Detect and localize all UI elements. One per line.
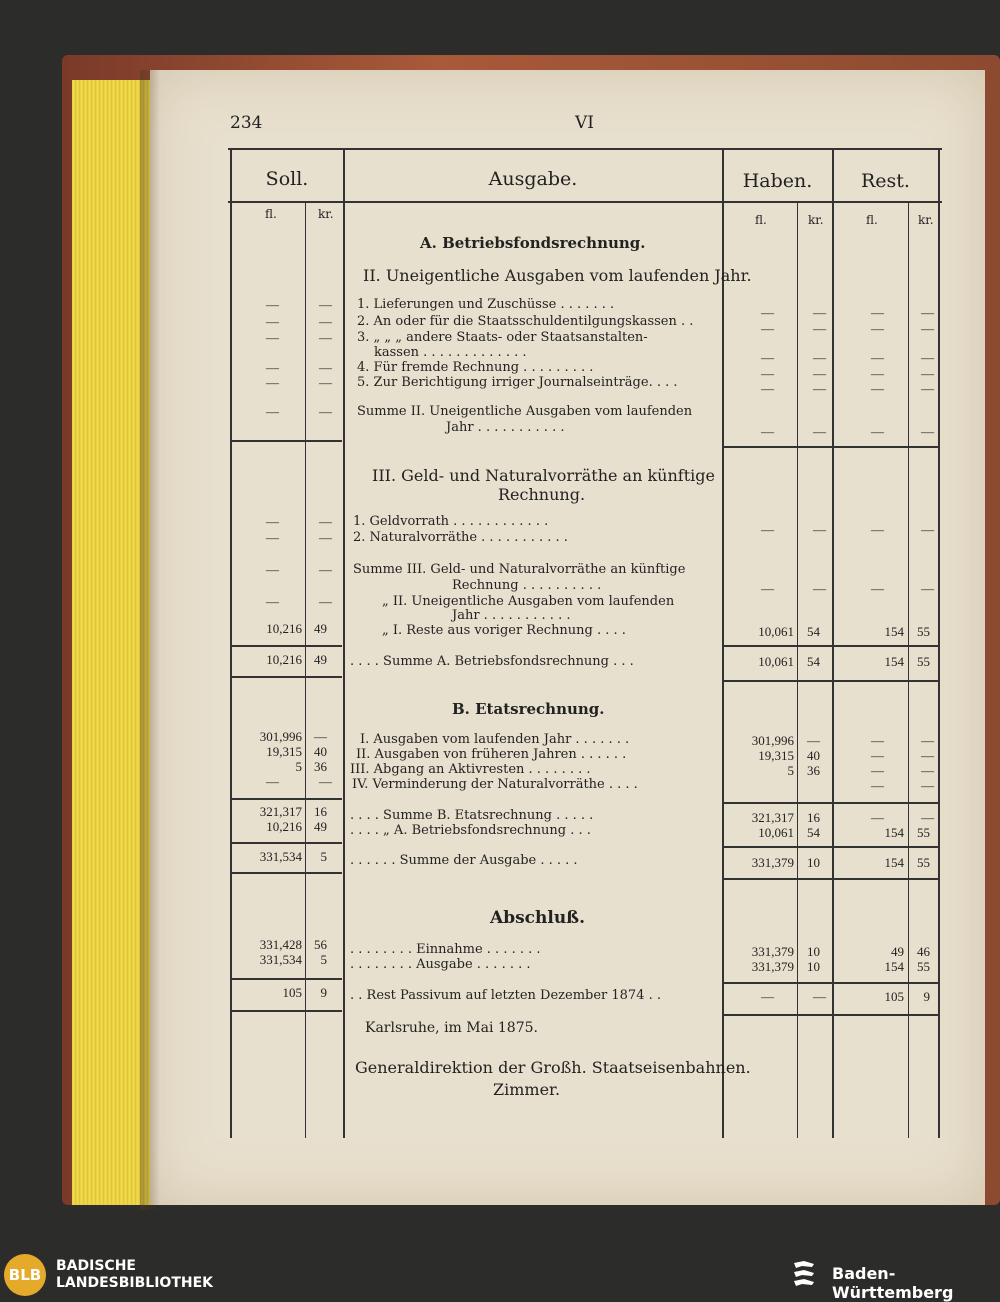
haben-kr-dash: — (813, 350, 826, 365)
rest-kr-dash: — (921, 810, 934, 825)
haben-kr-dash: — (813, 424, 826, 439)
haben-fl-value: 10,061 (758, 654, 794, 669)
signature-name: Zimmer. (493, 1080, 561, 1099)
haben-kr-dash: — (813, 989, 826, 1004)
abschluss-title: Abschluß. (490, 908, 586, 928)
unit-kr: kr. (808, 213, 824, 227)
rest-fl-dash: — (871, 778, 884, 793)
unit-fl: fl. (755, 213, 767, 227)
rest-kr-value: 55 (917, 959, 930, 974)
haben-fl-value: 5 (787, 763, 794, 778)
unit-fl: fl. (866, 213, 878, 227)
soll-fl-value: 331,428 (259, 937, 302, 952)
row-rule (722, 982, 938, 984)
row-rule (230, 978, 342, 980)
rest-kr-dash: — (921, 424, 934, 439)
header-soll: Soll. (265, 168, 309, 190)
rest-kr-dash: — (921, 321, 934, 336)
haben-kr-value: 10 (807, 944, 820, 959)
soll-fl-value: 331,534 (259, 849, 302, 864)
rest-fl-value: 154 (884, 959, 904, 974)
haben-fl-dash: — (761, 522, 774, 537)
rest-kr-dash: — (921, 522, 934, 537)
row-rule (230, 645, 342, 647)
sum-line: . . . . „ A. Betriebsfondsrechnung . . . (350, 823, 591, 838)
rest-kr-dash: — (921, 733, 934, 748)
haben-fl-dash: — (761, 321, 774, 336)
soll-kr-value: 49 (314, 819, 327, 834)
row-rule (722, 645, 938, 647)
rest-fl-dash: — (871, 522, 884, 537)
total-line: . . . . Summe A. Betriebsfondsrechnung . . . (350, 654, 634, 669)
header-haben: Haben. (742, 170, 813, 192)
soll-kr-value: 36 (314, 759, 327, 774)
section-a-title: A. Betriebsfondsrechnung. (420, 234, 646, 252)
soll-kr-dash: — (319, 360, 332, 375)
soll-fl-dash: — (266, 297, 279, 312)
soll-fl-value: 10,216 (266, 819, 302, 834)
rest-fl-value: 49 (891, 944, 904, 959)
table-top-rule (228, 148, 942, 150)
unit-kr: kr. (918, 213, 934, 227)
rest-fl-dash: — (871, 763, 884, 778)
haben-kr-value: 36 (807, 763, 820, 778)
soll-fl-value: 105 (282, 985, 302, 1000)
line-item: 1. Geldvorrath . . . . . . . . . . . . (353, 514, 549, 529)
soll-kr-dash: — (319, 562, 332, 577)
sum-line: Rechnung . . . . . . . . . . (452, 578, 602, 593)
haben-kr-value: 10 (807, 959, 820, 974)
rest-kr-value: 46 (917, 944, 930, 959)
soll-kr-dash: — (319, 404, 332, 419)
total-line: . . . . . . Summe der Ausgabe . . . . . (350, 853, 578, 868)
haben-kr-dash: — (807, 733, 820, 748)
soll-kr-dash: — (319, 774, 332, 789)
haben-fl-value: 10,061 (758, 825, 794, 840)
soll-fl-dash: — (266, 360, 279, 375)
rest-fl-value: 154 (884, 855, 904, 870)
rest-fl-value: 105 (884, 989, 904, 1004)
row-rule (230, 872, 342, 874)
soll-fl-value: 5 (295, 759, 302, 774)
sum-line: . . . . Summe B. Etatsrechnung . . . . . (350, 808, 594, 823)
soll-kr-value: 49 (314, 652, 327, 667)
soll-fl-value: 301,996 (259, 729, 302, 744)
part-iii-title: Rechnung. (498, 485, 586, 504)
soll-fl-dash: — (266, 514, 279, 529)
rest-fl-value: 154 (884, 654, 904, 669)
einnahme-line: . . . . . . . . Einnahme . . . . . . . (350, 942, 541, 957)
haben-fl-dash: — (761, 989, 774, 1004)
haben-fl-dash: — (761, 581, 774, 596)
haben-fl-value: 321,317 (751, 810, 794, 825)
haben-fl-value: 331,379 (751, 959, 794, 974)
row-rule (230, 440, 342, 442)
sum-line: Summe III. Geld- und Naturalvorräthe an künftige (353, 562, 686, 577)
haben-fl-value: 331,379 (751, 944, 794, 959)
soll-fl-value: 321,317 (259, 804, 302, 819)
line-item: III. Abgang an Aktivresten . . . . . . . . (350, 762, 591, 777)
col-line (938, 148, 940, 1138)
rest-kr-value: 55 (917, 624, 930, 639)
soll-kr-value: 16 (314, 804, 327, 819)
rest-fl-value: 154 (884, 825, 904, 840)
haben-kr-dash: — (813, 305, 826, 320)
rest-fl-dash: — (871, 581, 884, 596)
part-ii-title: II. Uneigentliche Ausgaben vom laufenden Jahr. (363, 266, 752, 285)
rest-fl-dash: — (871, 748, 884, 763)
soll-fl-value: 10,216 (266, 621, 302, 636)
haben-kr-dash: — (813, 381, 826, 396)
line-item: 1. Lieferungen und Zuschüsse . . . . . . . (357, 297, 615, 312)
haben-fl-dash: — (761, 366, 774, 381)
soll-kr-value: 9 (320, 985, 327, 1000)
rest-fl-dash: — (871, 350, 884, 365)
haben-kr-value: 54 (807, 624, 820, 639)
soll-fl-dash: — (266, 314, 279, 329)
row-rule (722, 802, 938, 804)
row-rule (722, 446, 938, 448)
ausgabe-line: . . . . . . . . Ausgabe . . . . . . . (350, 957, 531, 972)
col-line-kr (908, 203, 909, 1138)
gutter-shadow (140, 70, 160, 1210)
blb-name[interactable] (56, 1258, 213, 1292)
part-iii-title: III. Geld- und Naturalvorräthe an künftige (372, 466, 715, 485)
soll-kr-dash: — (319, 297, 332, 312)
haben-kr-value: 54 (807, 654, 820, 669)
haben-fl-dash: — (761, 424, 774, 439)
rest-kr-dash: — (921, 748, 934, 763)
rest-fl-dash: — (871, 810, 884, 825)
page-header: VI (575, 113, 594, 133)
line-item: 4. Für fremde Rechnung . . . . . . . . . (357, 360, 594, 375)
haben-kr-dash: — (813, 581, 826, 596)
haben-fl-value: 301,996 (751, 733, 794, 748)
rest-fl-dash: — (871, 424, 884, 439)
row-rule (230, 798, 342, 800)
rest-passivum-line: . . Rest Passivum auf letzten Dezember 1874 . . (350, 988, 662, 1003)
row-rule (230, 676, 342, 678)
blb-name-line1: BADISCHE (56, 1258, 136, 1274)
col-line (722, 148, 724, 1138)
line-item: kassen . . . . . . . . . . . . . (374, 345, 527, 360)
col-line-kr (797, 203, 798, 1138)
rest-kr-dash: — (921, 581, 934, 596)
rest-kr-value: 9 (923, 989, 930, 1004)
header-rest: Rest. (861, 170, 910, 192)
soll-fl-value: 19,315 (266, 744, 302, 759)
rest-kr-dash: — (921, 778, 934, 793)
soll-kr-dash: — (319, 514, 332, 529)
rest-fl-dash: — (871, 733, 884, 748)
line-item: I. Ausgaben vom laufenden Jahr . . . . . . . (360, 732, 630, 747)
row-rule (230, 842, 342, 844)
row-rule (230, 1010, 342, 1012)
haben-fl-value: 331,379 (751, 855, 794, 870)
line-item: 2. An oder für die Staatsschuldentilgungskassen . . (357, 314, 694, 329)
sum-line: „ I. Reste aus voriger Rechnung . . . . (382, 623, 626, 638)
haben-kr-dash: — (813, 522, 826, 537)
rest-kr-dash: — (921, 763, 934, 778)
soll-fl-dash: — (266, 404, 279, 419)
soll-fl-dash: — (266, 774, 279, 789)
rest-fl-value: 154 (884, 624, 904, 639)
col-line-kr (305, 203, 306, 1138)
soll-kr-value: 5 (320, 952, 327, 967)
line-item: IV. Verminderung der Naturalvorräthe . . . . (352, 777, 638, 792)
soll-kr-dash: — (319, 330, 332, 345)
row-rule (722, 680, 938, 682)
soll-kr-dash: — (319, 530, 332, 545)
line-item: 3. „ „ „ andere Staats- oder Staatsanstalten- (357, 330, 648, 345)
blb-name-line2: LANDESBIBLIOTHEK (56, 1275, 214, 1291)
rest-kr-value: 55 (917, 654, 930, 669)
haben-kr-value: 10 (807, 855, 820, 870)
soll-kr-dash: — (319, 594, 332, 609)
sum-line: „ II. Uneigentliche Ausgaben vom laufenden (382, 594, 675, 609)
rest-kr-value: 55 (917, 825, 930, 840)
soll-fl-dash: — (266, 562, 279, 577)
section-b-title: B. Etatsrechnung. (452, 700, 605, 718)
soll-fl-value: 331,534 (259, 952, 302, 967)
soll-kr-value: 56 (314, 937, 327, 952)
haben-kr-value: 54 (807, 825, 820, 840)
unit-kr: kr. (318, 207, 334, 221)
soll-kr-value: 40 (314, 744, 327, 759)
row-rule (722, 1014, 938, 1016)
rest-kr-value: 55 (917, 855, 930, 870)
sum-line: Jahr . . . . . . . . . . . (446, 420, 565, 435)
row-rule (722, 878, 938, 880)
header-ausgabe: Ausgabe. (488, 168, 578, 190)
signature-org: Generaldirektion der Großh. Staatseisenbahnen. (355, 1058, 751, 1077)
rest-kr-dash: — (921, 305, 934, 320)
soll-fl-dash: — (266, 375, 279, 390)
sum-line: Summe II. Uneigentliche Ausgaben vom laufenden (357, 404, 693, 419)
soll-kr-dash: — (319, 314, 332, 329)
soll-fl-value: 10,216 (266, 652, 302, 667)
haben-kr-dash: — (813, 366, 826, 381)
rest-fl-dash: — (871, 366, 884, 381)
page-number: 234 (230, 113, 263, 133)
rest-kr-dash: — (921, 366, 934, 381)
haben-fl-value: 19,315 (758, 748, 794, 763)
line-item: 2. Naturalvorräthe . . . . . . . . . . . (353, 530, 568, 545)
unit-fl: fl. (265, 207, 277, 221)
haben-fl-value: 10,061 (758, 624, 794, 639)
row-rule (722, 846, 938, 848)
blb-logo[interactable]: BLB (4, 1254, 46, 1296)
line-item: II. Ausgaben von früheren Jahren . . . . . . (356, 747, 627, 762)
line-item: 5. Zur Berichtigung irriger Journalseinträge. . . . (357, 375, 678, 390)
haben-kr-value: 16 (807, 810, 820, 825)
soll-fl-dash: — (266, 530, 279, 545)
rest-kr-dash: — (921, 381, 934, 396)
soll-kr-value: 5 (320, 849, 327, 864)
coat-of-arms-icon (790, 1257, 822, 1291)
haben-fl-dash: — (761, 350, 774, 365)
col-line (343, 148, 345, 1138)
soll-fl-dash: — (266, 330, 279, 345)
soll-kr-value: 49 (314, 621, 327, 636)
sum-line: Jahr . . . . . . . . . . . (452, 608, 571, 623)
soll-kr-dash: — (319, 375, 332, 390)
header-rule (228, 201, 942, 203)
place-date: Karlsruhe, im Mai 1875. (365, 1020, 538, 1036)
rest-fl-dash: — (871, 381, 884, 396)
rest-kr-dash: — (921, 350, 934, 365)
rest-fl-dash: — (871, 305, 884, 320)
bw-wordmark[interactable]: Baden-Württemberg (832, 1264, 954, 1302)
soll-fl-dash: — (266, 594, 279, 609)
haben-fl-dash: — (761, 381, 774, 396)
rest-fl-dash: — (871, 321, 884, 336)
soll-kr-dash: — (314, 729, 327, 744)
haben-kr-value: 40 (807, 748, 820, 763)
haben-fl-dash: — (761, 305, 774, 320)
haben-kr-dash: — (813, 321, 826, 336)
